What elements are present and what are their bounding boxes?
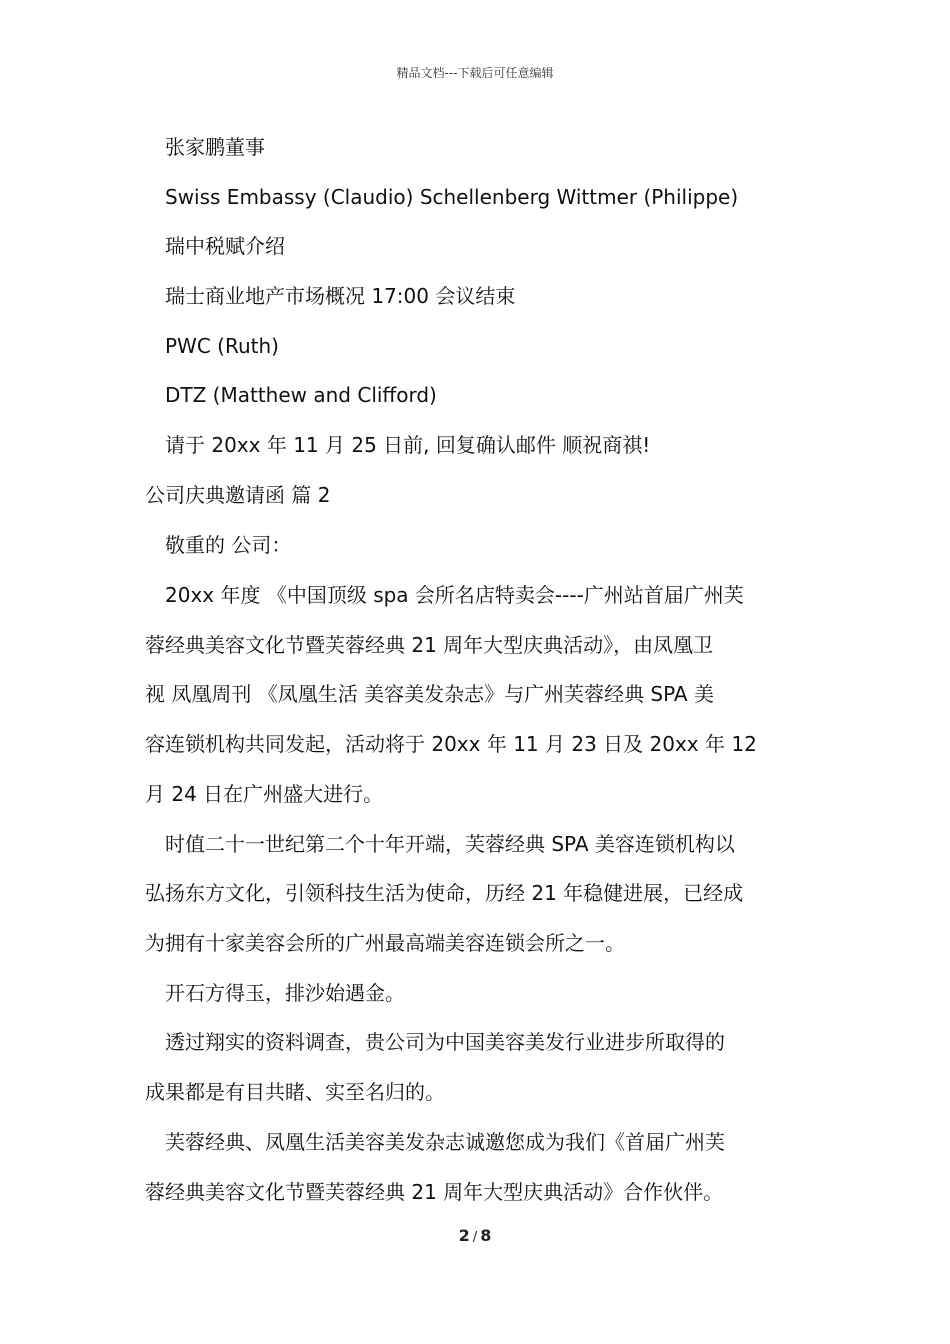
body-line: 蓉经典美容文化节暨芙蓉经典 21 周年大型庆典活动》合作伙伴。 [145,1180,724,1204]
salutation: 敬重的 公司： [165,533,292,557]
body-line: Swiss Embassy (Claudio) Schellenberg Wittmer (Philippe) [165,185,739,209]
total-pages: 8 [480,1226,492,1245]
section-heading: 公司庆典邀请函 篇 2 [145,483,331,507]
body-line: 芙蓉经典、凤凰生活美容美发杂志诚邀您成为我们《首届广州芙 [165,1130,725,1154]
page-number [0,1226,950,1245]
body-line: 透过翔实的资料调查，贵公司为中国美容美发行业进步所取得的 [165,1030,725,1054]
body-line: 张家鹏董事 [165,135,265,159]
page-separator: / [472,1230,478,1245]
body-line: DTZ (Matthew and Clifford) [165,383,437,407]
body-line: 蓉经典美容文化节暨芙蓉经典 21 周年大型庆典活动》，由凤凰卫 [145,633,714,657]
body-line: 20xx 年度 《中国顶级 spa 会所名店特卖会----广州站首届广州芙 [165,583,744,607]
body-line: 视 凤凰周刊 《凤凰生活 美容美发杂志》与广州芙蓉经典 SPA 美 [145,682,714,706]
body-line: 开石方得玉，排沙始遇金。 [165,981,405,1005]
body-line: 为拥有十家美容会所的广州最高端美容连锁会所之一。 [145,931,625,955]
body-line: 月 24 日在广州盛大进行。 [145,782,384,806]
body-line: 容连锁机构共同发起，活动将于 20xx 年 11 月 23 日及 20xx 年 12 [145,732,757,756]
current-page: 2 [458,1226,470,1245]
page-header: 精品文档---下载后可任意编辑 [396,66,554,80]
body-line: 成果都是有目共睹、实至名归的。 [145,1080,445,1104]
body-line: 瑞中税赋介绍 [165,234,285,258]
body-line: 请于 20xx 年 11 月 25 日前, 回复确认邮件 顺祝商祺! [165,433,651,457]
body-line: PWC (Ruth) [165,334,279,358]
body-line: 时值二十一世纪第二个十年开端，芙蓉经典 SPA 美容连锁机构以 [165,832,735,856]
body-line: 瑞士商业地产市场概况 17:00 会议结束 [165,284,516,308]
body-line: 弘扬东方文化，引领科技生活为使命，历经 21 年稳健进展，已经成 [145,881,744,905]
